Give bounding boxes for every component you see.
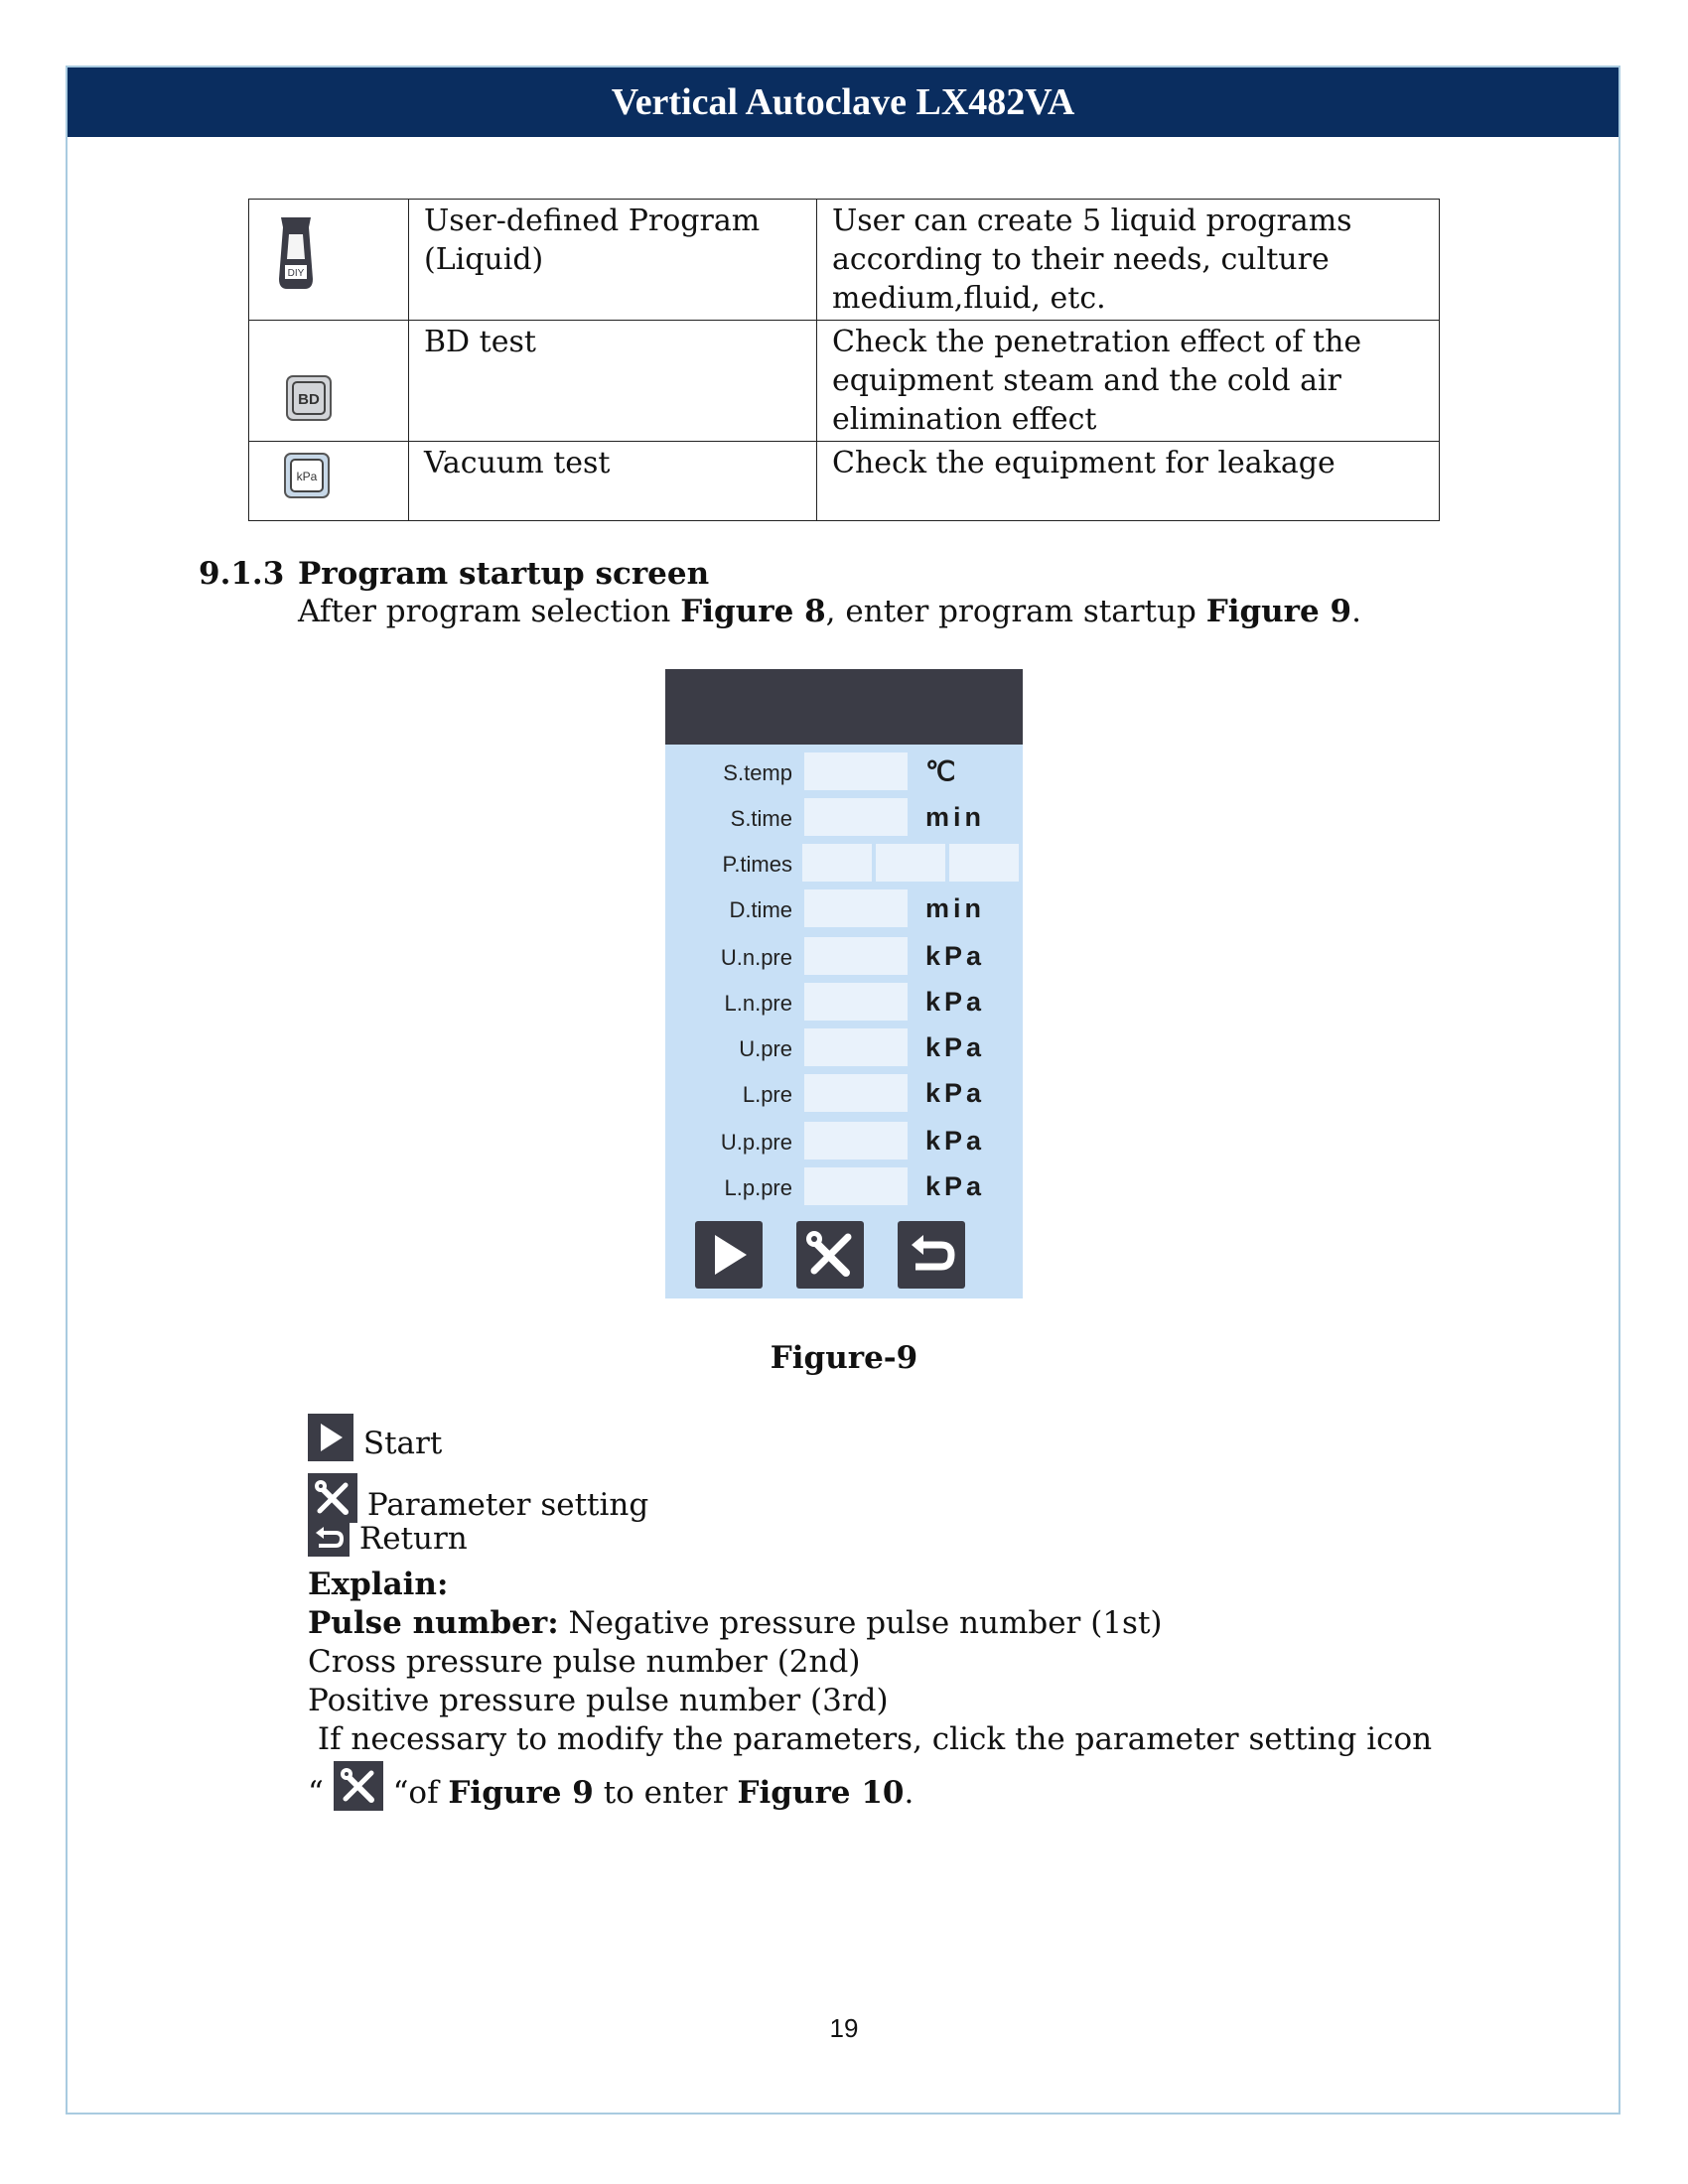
section-number: 9.1.3 (199, 556, 285, 592)
param-row-lppre (665, 1167, 1023, 1207)
kpa-icon-label: kPa (296, 470, 318, 483)
kpa-icon (249, 442, 408, 519)
svg-text:DIY: DIY (287, 268, 305, 279)
intro-text: After program selection (298, 594, 681, 629)
param-unit: kPa (925, 941, 986, 971)
param-unit: kPa (925, 1078, 986, 1108)
param-value-field[interactable] (804, 983, 908, 1021)
param-row-lnpre (665, 983, 1023, 1023)
pulse-label: Pulse number: (308, 1605, 559, 1641)
tools-icon (308, 1473, 357, 1523)
table-cell-icon (249, 321, 409, 442)
program-description: Check the penetration effect of the equipment steam and the cold air elimination effect (817, 321, 1440, 442)
explain-line: Cross pressure pulse number (2nd) (308, 1644, 861, 1680)
param-value-field[interactable] (804, 752, 908, 790)
diy-bottle-icon (249, 200, 408, 315)
param-label: P.times (722, 852, 792, 877)
table-row (249, 442, 1440, 521)
intro-text: . (1351, 594, 1361, 629)
start-button[interactable] (695, 1221, 763, 1289)
document-title: Vertical Autoclave LX482VA (68, 68, 1618, 137)
param-label: U.n.pre (720, 945, 792, 970)
param-label: S.temp (723, 760, 792, 785)
param-unit: kPa (925, 1171, 986, 1201)
figure-ref: Figure 9 (1205, 594, 1352, 629)
param-unit: min (925, 802, 986, 832)
ref-text: “of (392, 1775, 449, 1811)
bd-icon (249, 321, 408, 436)
param-row-stemp (665, 752, 1023, 792)
return-button[interactable] (898, 1221, 965, 1289)
param-row-upre (665, 1028, 1023, 1068)
param-label: U.p.pre (720, 1130, 792, 1155)
param-unit: kPa (925, 987, 986, 1017)
return-icon (898, 1221, 965, 1289)
return-icon (308, 1521, 350, 1557)
table-row (249, 200, 1440, 321)
legend-start (308, 1414, 442, 1461)
param-row-ptimes (665, 844, 1023, 884)
legend-label: Parameter setting (366, 1487, 649, 1523)
section-heading (199, 556, 709, 592)
param-label: S.time (730, 806, 792, 831)
param-label: L.pre (742, 1082, 792, 1107)
param-unit: min (925, 893, 986, 923)
param-unit: kPa (925, 1126, 986, 1156)
param-unit: kPa (925, 1032, 986, 1062)
program-description: User can create 5 liquid programs according to their needs, culture medium,fluid, etc. (817, 200, 1440, 321)
explain-line: If necessary to modify the parameters, click the parameter setting icon (308, 1721, 1433, 1757)
bd-icon-label: BD (298, 391, 320, 408)
explain-pulse-line (308, 1605, 1163, 1641)
screen-header-bar (665, 669, 1023, 745)
table-cell-icon (249, 442, 409, 521)
program-table (248, 199, 1440, 521)
param-value-field[interactable] (804, 798, 908, 836)
program-name: BD test (409, 321, 817, 442)
param-label: D.time (729, 897, 792, 922)
intro-text: , enter program startup (825, 594, 1206, 629)
explain-heading: Explain: (308, 1567, 449, 1602)
program-name: User-defined Program (Liquid) (409, 200, 817, 321)
param-unit: ℃ (925, 756, 960, 786)
param-row-unpre (665, 937, 1023, 977)
param-row-lpre (665, 1074, 1023, 1114)
pulse-field-2[interactable] (876, 844, 945, 882)
explain-line: Positive pressure pulse number (3rd) (308, 1683, 889, 1718)
section-intro (298, 594, 1361, 629)
figure-caption: Figure-9 (770, 1340, 918, 1376)
param-label: L.p.pre (724, 1175, 792, 1200)
param-value-field[interactable] (804, 1074, 908, 1112)
tools-icon (334, 1761, 383, 1811)
param-label: L.n.pre (724, 991, 792, 1016)
param-label: U.pre (739, 1036, 792, 1061)
program-description: Check the equipment for leakage (817, 442, 1440, 521)
explain-line-figure-ref (308, 1761, 914, 1811)
program-startup-screen (665, 669, 1023, 1298)
parameter-setting-button[interactable] (796, 1221, 864, 1289)
legend-label: Return (358, 1521, 468, 1557)
pulse-text: Negative pressure pulse number (1st) (558, 1605, 1163, 1641)
param-value-field[interactable] (804, 889, 908, 927)
figure-ref: Figure 10 (737, 1775, 905, 1811)
table-cell-icon (249, 200, 409, 321)
param-row-uppre (665, 1122, 1023, 1161)
play-icon (308, 1414, 353, 1461)
figure-ref: Figure 9 (448, 1775, 594, 1811)
legend-label: Start (362, 1426, 443, 1461)
play-icon (695, 1221, 763, 1289)
param-row-stime (665, 798, 1023, 838)
ref-text: to enter (593, 1775, 738, 1811)
param-value-field[interactable] (804, 1167, 908, 1205)
legend-parameter-setting (308, 1473, 648, 1523)
param-value-field[interactable] (804, 937, 908, 975)
figure-ref: Figure 8 (680, 594, 826, 629)
page-number: 19 (829, 2013, 859, 2043)
pulse-field-3[interactable] (949, 844, 1019, 882)
program-name: Vacuum test (409, 442, 817, 521)
legend-return (308, 1521, 468, 1557)
param-value-field[interactable] (804, 1028, 908, 1066)
ref-text: . (904, 1775, 914, 1811)
quote-mark: “ (308, 1775, 324, 1811)
section-title: Program startup screen (298, 556, 710, 592)
param-row-dtime (665, 889, 1023, 929)
tools-icon (796, 1221, 864, 1289)
table-row (249, 321, 1440, 442)
param-value-field[interactable] (804, 1122, 908, 1160)
pulse-field-1[interactable] (802, 844, 872, 882)
